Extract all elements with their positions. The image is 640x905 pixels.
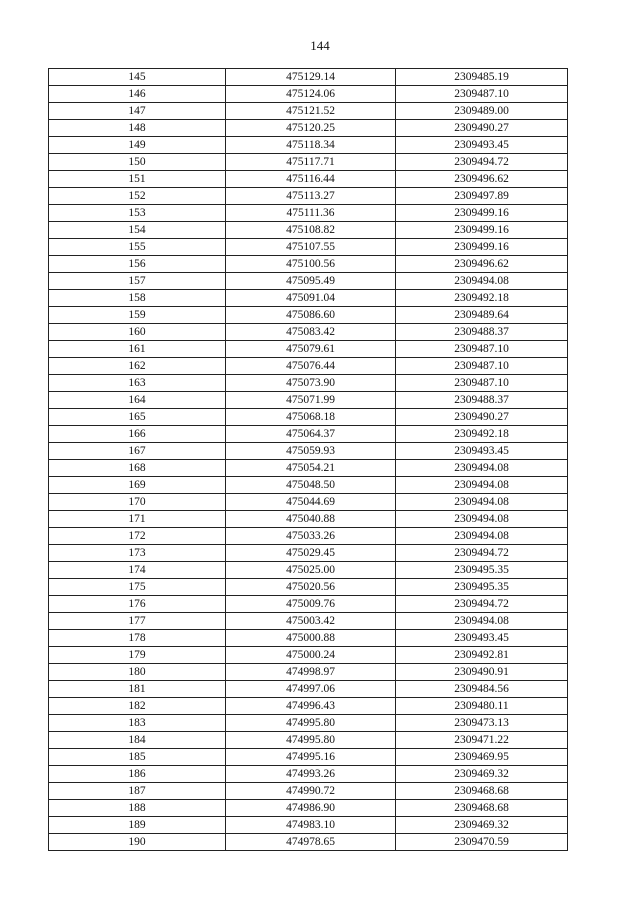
x-coordinate-cell: 475071.99 [226,392,396,409]
y-coordinate-cell: 2309494.08 [396,511,568,528]
point-number-cell: 165 [49,409,226,426]
table-row [49,171,568,188]
table-row [49,69,568,86]
table-row [49,834,568,851]
table-row [49,528,568,545]
x-coordinate-cell: 474995.16 [226,749,396,766]
y-coordinate-cell: 2309488.37 [396,324,568,341]
x-coordinate-cell: 475108.82 [226,222,396,239]
table-row [49,545,568,562]
table-row [49,426,568,443]
point-number-cell: 154 [49,222,226,239]
point-number-cell: 185 [49,749,226,766]
point-number-cell: 183 [49,715,226,732]
table-row [49,120,568,137]
x-coordinate-cell: 475068.18 [226,409,396,426]
y-coordinate-cell: 2309488.37 [396,392,568,409]
point-number-cell: 147 [49,103,226,120]
table-row [49,375,568,392]
x-coordinate-cell: 474995.80 [226,732,396,749]
y-coordinate-cell: 2309497.89 [396,188,568,205]
table-row [49,154,568,171]
table-row [49,341,568,358]
x-coordinate-cell: 475079.61 [226,341,396,358]
y-coordinate-cell: 2309494.08 [396,273,568,290]
point-number-cell: 179 [49,647,226,664]
x-coordinate-cell: 474978.65 [226,834,396,851]
y-coordinate-cell: 2309496.62 [396,171,568,188]
y-coordinate-cell: 2309469.95 [396,749,568,766]
y-coordinate-cell: 2309494.08 [396,494,568,511]
point-number-cell: 151 [49,171,226,188]
point-number-cell: 150 [49,154,226,171]
point-number-cell: 175 [49,579,226,596]
y-coordinate-cell: 2309487.10 [396,358,568,375]
point-number-cell: 149 [49,137,226,154]
y-coordinate-cell: 2309494.72 [396,154,568,171]
point-number-cell: 189 [49,817,226,834]
y-coordinate-cell: 2309471.22 [396,732,568,749]
x-coordinate-cell: 474986.90 [226,800,396,817]
table-row [49,324,568,341]
table-row [49,766,568,783]
point-number-cell: 182 [49,698,226,715]
table-row [49,511,568,528]
point-number-cell: 180 [49,664,226,681]
table-row [49,188,568,205]
table-row [49,307,568,324]
x-coordinate-cell: 475000.88 [226,630,396,647]
table-row [49,273,568,290]
table-row [49,477,568,494]
x-coordinate-cell: 474983.10 [226,817,396,834]
table-row [49,732,568,749]
point-number-cell: 167 [49,443,226,460]
point-number-cell: 164 [49,392,226,409]
point-number-cell: 166 [49,426,226,443]
point-number-cell: 184 [49,732,226,749]
table-row [49,494,568,511]
y-coordinate-cell: 2309499.16 [396,222,568,239]
x-coordinate-cell: 475118.34 [226,137,396,154]
table-row [49,409,568,426]
x-coordinate-cell: 475124.06 [226,86,396,103]
x-coordinate-cell: 475107.55 [226,239,396,256]
table-row [49,137,568,154]
table-row [49,392,568,409]
y-coordinate-cell: 2309494.08 [396,613,568,630]
table-row [49,103,568,120]
point-number-cell: 174 [49,562,226,579]
point-number-cell: 186 [49,766,226,783]
x-coordinate-cell: 475064.37 [226,426,396,443]
point-number-cell: 176 [49,596,226,613]
coordinates-table-body [49,69,568,851]
y-coordinate-cell: 2309468.68 [396,800,568,817]
point-number-cell: 152 [49,188,226,205]
table-row [49,800,568,817]
x-coordinate-cell: 475054.21 [226,460,396,477]
point-number-cell: 181 [49,681,226,698]
y-coordinate-cell: 2309499.16 [396,239,568,256]
y-coordinate-cell: 2309495.35 [396,562,568,579]
point-number-cell: 190 [49,834,226,851]
table-row [49,256,568,273]
x-coordinate-cell: 475025.00 [226,562,396,579]
point-number-cell: 169 [49,477,226,494]
point-number-cell: 146 [49,86,226,103]
x-coordinate-cell: 474995.80 [226,715,396,732]
y-coordinate-cell: 2309484.56 [396,681,568,698]
table-row [49,749,568,766]
point-number-cell: 145 [49,69,226,86]
point-number-cell: 173 [49,545,226,562]
table-row [49,579,568,596]
table-row [49,290,568,307]
page-number: 144 [310,38,330,53]
x-coordinate-cell: 475116.44 [226,171,396,188]
point-number-cell: 153 [49,205,226,222]
point-number-cell: 157 [49,273,226,290]
y-coordinate-cell: 2309490.27 [396,409,568,426]
x-coordinate-cell: 475113.27 [226,188,396,205]
point-number-cell: 155 [49,239,226,256]
x-coordinate-cell: 475029.45 [226,545,396,562]
x-coordinate-cell: 474996.43 [226,698,396,715]
point-number-cell: 160 [49,324,226,341]
x-coordinate-cell: 475009.76 [226,596,396,613]
table-row [49,443,568,460]
x-coordinate-cell: 475120.25 [226,120,396,137]
x-coordinate-cell: 475044.69 [226,494,396,511]
point-number-cell: 178 [49,630,226,647]
coordinates-table [48,68,568,851]
y-coordinate-cell: 2309493.45 [396,137,568,154]
x-coordinate-cell: 475111.36 [226,205,396,222]
table-row [49,562,568,579]
y-coordinate-cell: 2309480.11 [396,698,568,715]
x-coordinate-cell: 475083.42 [226,324,396,341]
table-row [49,613,568,630]
table-row [49,460,568,477]
x-coordinate-cell: 475033.26 [226,528,396,545]
point-number-cell: 163 [49,375,226,392]
x-coordinate-cell: 475076.44 [226,358,396,375]
y-coordinate-cell: 2309469.32 [396,766,568,783]
table-row [49,596,568,613]
x-coordinate-cell: 474997.06 [226,681,396,698]
y-coordinate-cell: 2309470.59 [396,834,568,851]
x-coordinate-cell: 475121.52 [226,103,396,120]
table-row [49,783,568,800]
y-coordinate-cell: 2309468.68 [396,783,568,800]
y-coordinate-cell: 2309490.27 [396,120,568,137]
table-row [49,205,568,222]
point-number-cell: 187 [49,783,226,800]
table-row [49,647,568,664]
table-row [49,664,568,681]
y-coordinate-cell: 2309492.18 [396,290,568,307]
point-number-cell: 158 [49,290,226,307]
y-coordinate-cell: 2309492.18 [396,426,568,443]
y-coordinate-cell: 2309487.10 [396,375,568,392]
y-coordinate-cell: 2309495.35 [396,579,568,596]
point-number-cell: 170 [49,494,226,511]
point-number-cell: 159 [49,307,226,324]
point-number-cell: 171 [49,511,226,528]
y-coordinate-cell: 2309489.00 [396,103,568,120]
y-coordinate-cell: 2309487.10 [396,341,568,358]
y-coordinate-cell: 2309499.16 [396,205,568,222]
x-coordinate-cell: 475040.88 [226,511,396,528]
table-row [49,239,568,256]
y-coordinate-cell: 2309485.19 [396,69,568,86]
y-coordinate-cell: 2309494.08 [396,477,568,494]
x-coordinate-cell: 475003.42 [226,613,396,630]
table-row [49,715,568,732]
y-coordinate-cell: 2309489.64 [396,307,568,324]
point-number-cell: 168 [49,460,226,477]
y-coordinate-cell: 2309490.91 [396,664,568,681]
point-number-cell: 161 [49,341,226,358]
table-row [49,698,568,715]
y-coordinate-cell: 2309494.08 [396,460,568,477]
x-coordinate-cell: 475100.56 [226,256,396,273]
x-coordinate-cell: 475091.04 [226,290,396,307]
table-row [49,817,568,834]
y-coordinate-cell: 2309469.32 [396,817,568,834]
x-coordinate-cell: 475000.24 [226,647,396,664]
table-row [49,681,568,698]
x-coordinate-cell: 475117.71 [226,154,396,171]
x-coordinate-cell: 475059.93 [226,443,396,460]
x-coordinate-cell: 474993.26 [226,766,396,783]
point-number-cell: 162 [49,358,226,375]
y-coordinate-cell: 2309493.45 [396,443,568,460]
point-number-cell: 172 [49,528,226,545]
x-coordinate-cell: 475129.14 [226,69,396,86]
x-coordinate-cell: 475086.60 [226,307,396,324]
point-number-cell: 177 [49,613,226,630]
point-number-cell: 188 [49,800,226,817]
y-coordinate-cell: 2309473.13 [396,715,568,732]
x-coordinate-cell: 474998.97 [226,664,396,681]
x-coordinate-cell: 474990.72 [226,783,396,800]
y-coordinate-cell: 2309494.72 [396,545,568,562]
point-number-cell: 148 [49,120,226,137]
y-coordinate-cell: 2309494.08 [396,528,568,545]
table-row [49,358,568,375]
x-coordinate-cell: 475020.56 [226,579,396,596]
y-coordinate-cell: 2309496.62 [396,256,568,273]
x-coordinate-cell: 475095.49 [226,273,396,290]
x-coordinate-cell: 475048.50 [226,477,396,494]
y-coordinate-cell: 2309492.81 [396,647,568,664]
table-row [49,222,568,239]
table-row [49,630,568,647]
table-row [49,86,568,103]
y-coordinate-cell: 2309487.10 [396,86,568,103]
x-coordinate-cell: 475073.90 [226,375,396,392]
point-number-cell: 156 [49,256,226,273]
y-coordinate-cell: 2309494.72 [396,596,568,613]
y-coordinate-cell: 2309493.45 [396,630,568,647]
